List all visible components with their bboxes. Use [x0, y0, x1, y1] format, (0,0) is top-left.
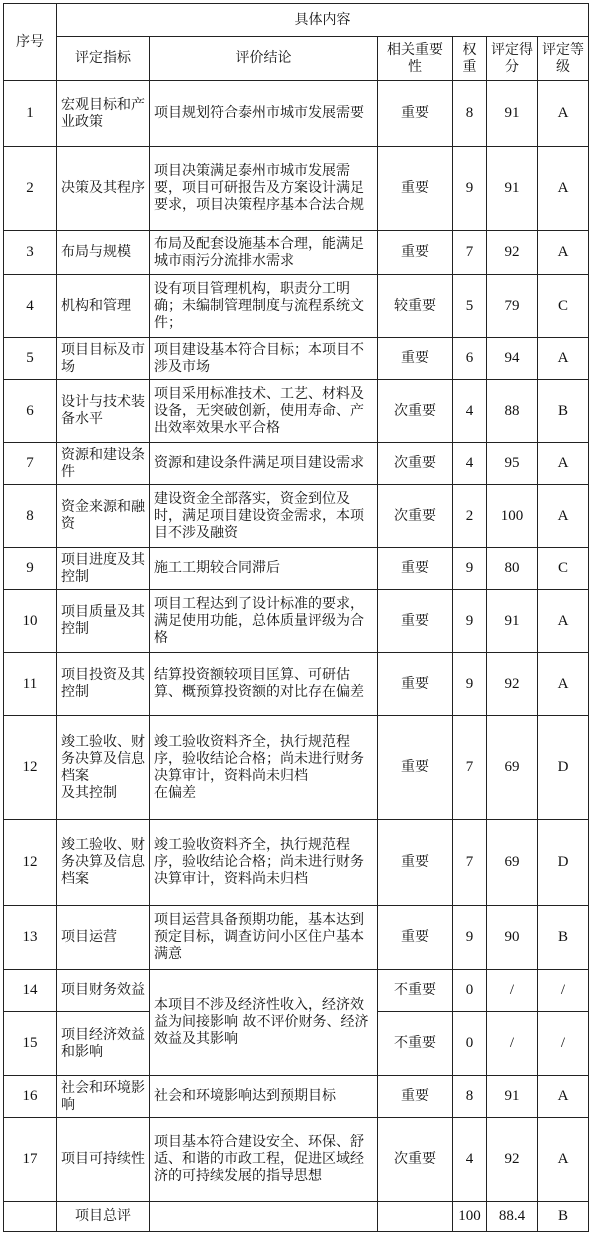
- cell-indicator: 项目目标及市场: [57, 338, 150, 380]
- cell-importance: 不重要: [378, 1012, 453, 1076]
- cell-seq: 9: [4, 548, 57, 590]
- table-row: [4, 590, 589, 653]
- cell-grade: A: [538, 231, 589, 275]
- cell-grade: /: [538, 970, 589, 1012]
- table-row: [4, 275, 589, 338]
- cell-importance: 次重要: [378, 485, 453, 548]
- evaluation-table: [3, 3, 589, 1232]
- cell-conclusion: 布局及配套设施基本合理，能满足城市雨污分流排水需求: [150, 231, 378, 275]
- cell-score: 91: [487, 81, 538, 147]
- cell-seq: 7: [4, 443, 57, 485]
- table-row: [4, 820, 589, 906]
- cell-score: 92: [487, 231, 538, 275]
- cell-seq: 17: [4, 1118, 57, 1202]
- cell-seq: 13: [4, 906, 57, 970]
- cell-indicator: 资金来源和融资: [57, 485, 150, 548]
- cell-conclusion: 结算投资额较项目匡算、可研估算、概预算投资额的对比存在偏差: [150, 653, 378, 716]
- cell-seq: 1: [4, 81, 57, 147]
- cell-weight: 9: [453, 653, 487, 716]
- cell-weight: 4: [453, 443, 487, 485]
- cell-conclusion: 建设资金全部落实，资金到位及时，满足项目建设资金需求，本项目不涉及融资: [150, 485, 378, 548]
- cell-importance: 重要: [378, 548, 453, 590]
- cell-seq: 5: [4, 338, 57, 380]
- cell-conclusion: 项目规划符合泰州市城市发展需要: [150, 81, 378, 147]
- cell-grade: D: [538, 716, 589, 820]
- cell-seq: 15: [4, 1012, 57, 1076]
- table-row: [4, 380, 589, 443]
- cell-grade: D: [538, 820, 589, 906]
- cell-empty: [150, 1202, 378, 1232]
- cell-weight: 2: [453, 485, 487, 548]
- header-indicator: 评定指标: [57, 37, 150, 81]
- table-row: [4, 81, 589, 147]
- cell-importance: 重要: [378, 231, 453, 275]
- cell-grade: B: [538, 380, 589, 443]
- table-row: [4, 906, 589, 970]
- cell-conclusion: 社会和环境影响达到预期目标: [150, 1076, 378, 1118]
- cell-score: 100: [487, 485, 538, 548]
- cell-weight: 0: [453, 970, 487, 1012]
- cell-seq-empty: [4, 1202, 57, 1232]
- cell-indicator: 布局与规模: [57, 231, 150, 275]
- cell-seq: 8: [4, 485, 57, 548]
- cell-grade: B: [538, 906, 589, 970]
- cell-weight: 7: [453, 820, 487, 906]
- header-score: 评定得分: [487, 37, 538, 81]
- cell-indicator: 项目进度及其控制: [57, 548, 150, 590]
- cell-weight: 8: [453, 81, 487, 147]
- cell-seq: 4: [4, 275, 57, 338]
- cell-indicator: 设计与技术装备水平: [57, 380, 150, 443]
- cell-importance: 较重要: [378, 275, 453, 338]
- cell-conclusion: 项目基本符合建设安全、环保、舒适、和谐的市政工程，促进区域经济的可持续发展的指导思想: [150, 1118, 378, 1202]
- indicator-text: 竣工验收、财务决算及信息档案: [61, 733, 145, 784]
- cell-score: 92: [487, 653, 538, 716]
- cell-seq: 6: [4, 380, 57, 443]
- total-grade: B: [538, 1202, 589, 1232]
- cell-score: /: [487, 1012, 538, 1076]
- table-row: [4, 338, 589, 380]
- conclusion-text: 竣工验收资料齐全，执行规范程序，验收结论合格；尚未进行财务决算审计，资料尚未归档: [154, 733, 364, 784]
- cell-conclusion: 项目建设基本符合目标；本项目不涉及市场: [150, 338, 378, 380]
- cell-conclusion-merged: 本项目不涉及经济性收入，经济效益为间接影响 故不评价财务、经济效益及其影响: [150, 970, 378, 1076]
- cell-grade: A: [538, 147, 589, 231]
- cell-grade: A: [538, 1076, 589, 1118]
- cell-weight: 5: [453, 275, 487, 338]
- cell-seq: 12: [4, 716, 57, 820]
- cell-weight: 8: [453, 1076, 487, 1118]
- header-importance: 相关重要性: [378, 37, 453, 81]
- total-row: [4, 1202, 589, 1232]
- cell-indicator: 项目投资及其控制: [57, 653, 150, 716]
- cell-seq: 2: [4, 147, 57, 231]
- cell-score: /: [487, 970, 538, 1012]
- table-row: [4, 147, 589, 231]
- cell-indicator: 项目可持续性: [57, 1118, 150, 1202]
- cell-conclusion: 设有项目管理机构，职责分工明确；未编制管理制度与流程系统文件；: [150, 275, 378, 338]
- header-content: 具体内容: [57, 4, 589, 37]
- cell-importance: 次重要: [378, 1118, 453, 1202]
- cell-indicator: 项目经济效益和影响: [57, 1012, 150, 1076]
- cell-importance: 重要: [378, 820, 453, 906]
- cell-importance: 重要: [378, 1076, 453, 1118]
- cell-indicator: 竣工验收、财务决算及信息档案: [57, 820, 150, 906]
- cell-conclusion: 竣工验收资料齐全，执行规范程序，验收结论合格；尚未进行财务决算审计，资料尚未归档: [150, 820, 378, 906]
- cell-grade: A: [538, 443, 589, 485]
- table-row: [4, 716, 589, 820]
- cell-grade: A: [538, 653, 589, 716]
- cell-grade: A: [538, 1118, 589, 1202]
- cell-seq: 14: [4, 970, 57, 1012]
- cell-grade: A: [538, 338, 589, 380]
- cell-score: 95: [487, 443, 538, 485]
- indicator-tail-text: 及其控制: [61, 784, 117, 801]
- cell-importance: 重要: [378, 338, 453, 380]
- table-row: [4, 231, 589, 275]
- cell-importance: 重要: [378, 716, 453, 820]
- cell-score: 88: [487, 380, 538, 443]
- cell-grade: /: [538, 1012, 589, 1076]
- cell-importance: 重要: [378, 81, 453, 147]
- cell-score: 69: [487, 820, 538, 906]
- cell-grade: A: [538, 590, 589, 653]
- table-row: [4, 485, 589, 548]
- cell-score: 94: [487, 338, 538, 380]
- cell-grade: C: [538, 548, 589, 590]
- cell-weight: 6: [453, 338, 487, 380]
- cell-indicator: 项目财务效益: [57, 970, 150, 1012]
- cell-weight: 7: [453, 716, 487, 820]
- cell-conclusion: 项目采用标准技术、工艺、材料及设备，无突破创新，使用寿命、产出效率效果水平合格: [150, 380, 378, 443]
- header-seq: 序号: [4, 4, 57, 81]
- cell-seq: 3: [4, 231, 57, 275]
- header-weight: 权重: [453, 37, 487, 81]
- conclusion-tail-text: 在偏差: [154, 784, 196, 801]
- cell-importance: 重要: [378, 590, 453, 653]
- cell-importance: 不重要: [378, 970, 453, 1012]
- cell-indicator: [57, 716, 150, 820]
- header-grade: 评定等级: [538, 37, 589, 81]
- cell-score: 79: [487, 275, 538, 338]
- cell-score: 92: [487, 1118, 538, 1202]
- cell-score: 80: [487, 548, 538, 590]
- cell-importance: 次重要: [378, 443, 453, 485]
- cell-conclusion: [150, 716, 378, 820]
- cell-weight: 9: [453, 590, 487, 653]
- cell-indicator: 项目运营: [57, 906, 150, 970]
- cell-importance: 重要: [378, 653, 453, 716]
- cell-weight: 9: [453, 147, 487, 231]
- table-row: [4, 970, 589, 1012]
- cell-weight: 9: [453, 548, 487, 590]
- table-row: [4, 653, 589, 716]
- cell-seq: 10: [4, 590, 57, 653]
- cell-grade: C: [538, 275, 589, 338]
- cell-weight: 4: [453, 1118, 487, 1202]
- cell-score: 69: [487, 716, 538, 820]
- cell-importance: 重要: [378, 147, 453, 231]
- table-row: [4, 1076, 589, 1118]
- cell-indicator: 机构和管理: [57, 275, 150, 338]
- total-label: 项目总评: [57, 1202, 150, 1232]
- cell-conclusion: 项目决策满足泰州市城市发展需要，项目可研报告及方案设计满足要求，项目决策程序基本合法合规: [150, 147, 378, 231]
- cell-empty: [378, 1202, 453, 1232]
- total-score: 88.4: [487, 1202, 538, 1232]
- total-weight: 100: [453, 1202, 487, 1232]
- cell-seq: 12: [4, 820, 57, 906]
- cell-conclusion: 资源和建设条件满足项目建设需求: [150, 443, 378, 485]
- cell-score: 91: [487, 147, 538, 231]
- cell-conclusion: 项目运营具备预期功能，基本达到预定目标，调查访问小区住户基本满意: [150, 906, 378, 970]
- cell-importance: 重要: [378, 906, 453, 970]
- cell-seq: 11: [4, 653, 57, 716]
- cell-grade: A: [538, 485, 589, 548]
- cell-weight: 4: [453, 380, 487, 443]
- cell-indicator: 社会和环境影响: [57, 1076, 150, 1118]
- cell-indicator: 资源和建设条件: [57, 443, 150, 485]
- cell-conclusion: 施工工期较合同滞后: [150, 548, 378, 590]
- cell-seq: 16: [4, 1076, 57, 1118]
- cell-indicator: 决策及其程序: [57, 147, 150, 231]
- cell-score: 90: [487, 906, 538, 970]
- cell-indicator: 项目质量及其控制: [57, 590, 150, 653]
- cell-weight: 7: [453, 231, 487, 275]
- cell-conclusion: 项目工程达到了设计标准的要求，满足使用功能，总体质量评级为合格: [150, 590, 378, 653]
- header-conclusion: 评价结论: [150, 37, 378, 81]
- table-row: [4, 443, 589, 485]
- cell-score: 91: [487, 1076, 538, 1118]
- cell-weight: 0: [453, 1012, 487, 1076]
- cell-grade: A: [538, 81, 589, 147]
- table-row: [4, 548, 589, 590]
- cell-importance: 次重要: [378, 380, 453, 443]
- table-row: [4, 1118, 589, 1202]
- cell-score: 91: [487, 590, 538, 653]
- cell-indicator: 宏观目标和产业政策: [57, 81, 150, 147]
- cell-weight: 9: [453, 906, 487, 970]
